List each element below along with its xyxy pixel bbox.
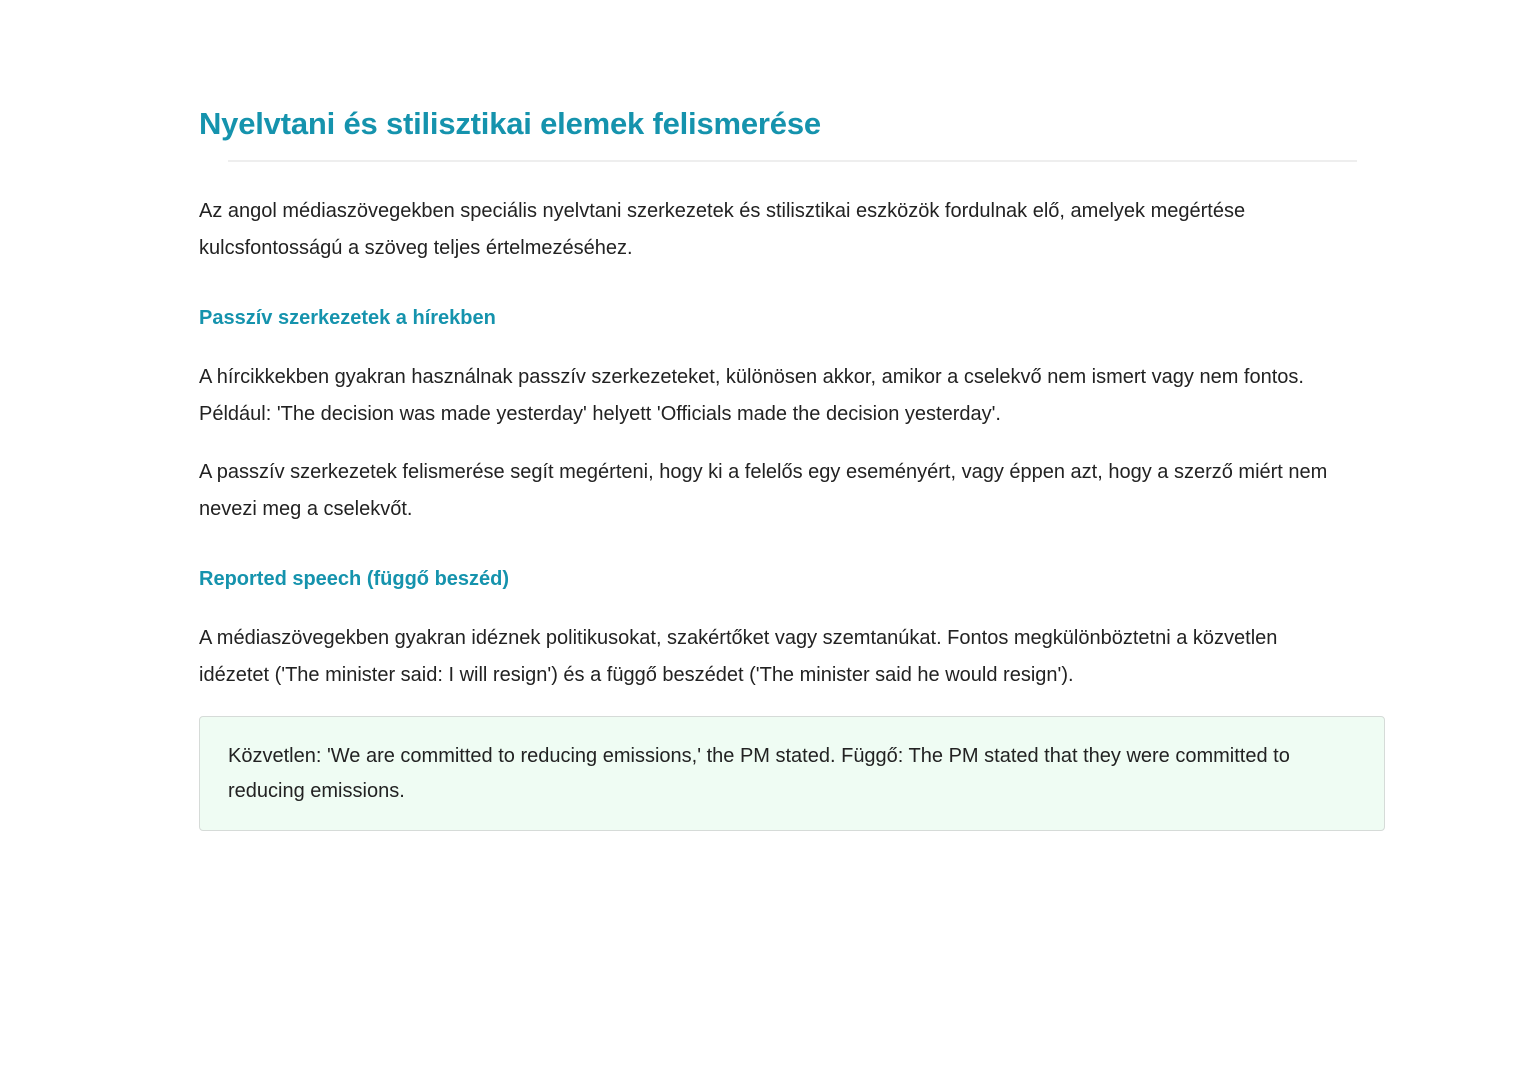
example-callout-box [199, 716, 1385, 831]
section-heading: Passzív szerkezetek a hírekben [199, 307, 496, 329]
title-divider [228, 160, 1357, 162]
section-paragraph: A hírcikkekben gyakran használnak passzív szerkezeteket, különösen akkor, amikor a cselekvő nem ismert vagy nem fontos. Például: 'The decision was made yesterday' helyett 'Officials made the decision yesterday'. [199, 366, 1304, 425]
example-text: Közvetlen: 'We are committed to reducing emissions,' the PM stated. Függő: The PM stated that they were committed to reducing emissions. [228, 745, 1290, 802]
section-passive-structures [199, 304, 1385, 528]
intro-paragraph: Az angol médiaszövegekben speciális nyelvtani szerkezetek és stilisztikai eszközök fordulnak elő, amelyek megértése kulcsfontosságú a szöveg teljes értelmezéséhez. [199, 200, 1246, 259]
page-title: Nyelvtani és stilisztikai elemek felismerése [199, 106, 821, 141]
document-content [199, 104, 1385, 831]
section-heading: Reported speech (függő beszéd) [199, 568, 510, 590]
section-reported-speech [199, 565, 1385, 831]
section-paragraph: A passzív szerkezetek felismerése segít megérteni, hogy ki a felelős egy eseményért, vagy éppen azt, hogy a szerző miért nem nevezi meg a cselekvőt. [199, 461, 1328, 520]
section-paragraph: A médiaszövegekben gyakran idéznek politikusokat, szakértőket vagy szemtanúkat. Fontos megkülönböztetni a közvetlen idézetet ('The minister said: I will resign') és a függő beszédet ('The minister said he would resign'). [199, 627, 1278, 686]
